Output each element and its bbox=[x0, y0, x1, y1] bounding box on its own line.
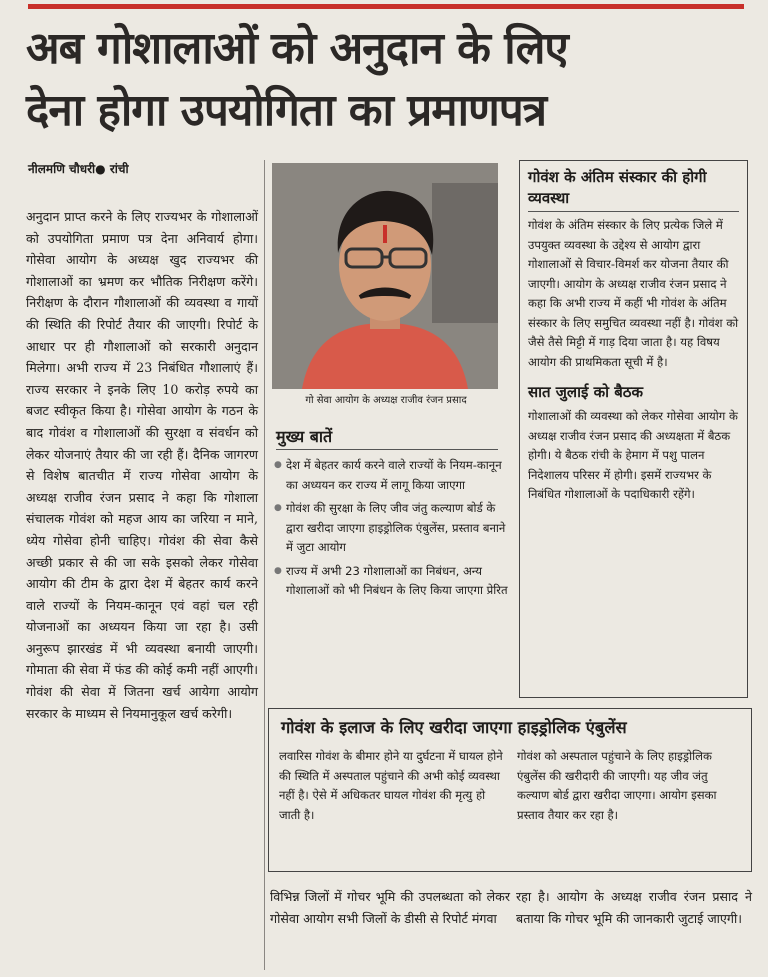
ambulance-text-left: लवारिस गोवंश के बीमार होने या दुर्घटना में घायल होने की स्थिति में अस्पताल पहुंचाने की अभी कोई व्यवस्था नहीं है। ऐसे में अधिकतर घायल गोवंश की मृत्यु हो जाती है। bbox=[279, 749, 503, 822]
photo-caption: गो सेवा आयोग के अध्यक्ष राजीव रंजन प्रसाद bbox=[305, 395, 467, 406]
sidebar-text-meeting: गोशालाओं की व्यवस्था को लेकर गोसेवा आयोग के अध्यक्ष राजीव रंजन प्रसाद की अध्यक्षता में बैठक होगी। ये बैठक रांची के हेमाग में पशु पालन निदेशालय परिसर में होगी। इसमें राज्यभर के निबंधित गोशालाओं के पदाधिकारी रहेंगे। bbox=[528, 409, 738, 501]
top-rule bbox=[28, 4, 744, 9]
portrait-photo bbox=[272, 163, 498, 389]
list-item: ● देश में बेहतर कार्य करने वाले राज्यों के नियम-कानून का अध्ययन कर राज्य में लागू किया जाएगा bbox=[272, 456, 508, 495]
headline-line-2: देना होगा उपयोगिता का प्रमाणपत्र bbox=[26, 85, 547, 136]
list-item: ● गोवंश की सुरक्षा के लिए जीव जंतु कल्याण बोर्ड के द्वारा खरीदा जाएगा हाइड्रोलिक एंबुलेंस, प्रस्ताव बनाने में जुटा आयोग bbox=[272, 499, 508, 558]
headline-line-1: अब गोशालाओं को अनुदान के लिए bbox=[26, 23, 568, 74]
list-item: ● राज्य में अभी 23 गोशालाओं का निबंधन, अन्य गोशालाओं को भी निबंधन के लिए किया जाएगा प्रेरित bbox=[272, 562, 508, 601]
ambulance-text-right: गोवंश को अस्पताल पहुंचाने के लिए हाइड्रोलिक एंबुलेंस की खरीदारी की जाएगी। यह जीव जंतु कल्याण बोर्ड द्वारा खरीदा जाएगा। आयोग इसका प्रस्ताव तैयार कर रहा है। bbox=[517, 749, 717, 822]
key-points-list bbox=[272, 456, 508, 605]
key-points-heading: मुख्य बातें bbox=[276, 425, 498, 450]
main-article-text: अनुदान प्राप्त करने के लिए राज्यभर के गोशालाओं को उपयोगिता प्रमाण पत्र देना अनिवार्य होगा। गोसेवा आयोग के अध्यक्ष खुद राज्यभर की गोशालाओं का भ्रमण कर भौतिक निरीक्षण करेंगे। निरीक्षण के दौरान गौशालाओं की व्यवस्था व गायों की स्थिति की रिपोर्ट तैयार की जाएगी। रिपोर्ट के आधार पर ही गौशालाओं को सरकारी अनुदान मिलेगा। अभी राज्य में 23 निबंधित गौशालाएं हैं। राज्य सरकार ने इनके लिए 10 करोड़ रुपये का बजट स्वीकृत किया है। गोसेवा आयोग के गठन के बाद गोवंश व गोशालाओं की सुरक्षा व संवर्धन को लेकर योजनाएं तैयार की जा रही हैं। दैनिक जागरण से विशेष बातचीत में राज्य गोसेवा आयोग के अध्यक्ष राजीव रंजन प्रसाद ने कहा कि गोशाला संचालक गोवंश को महज आय का जरिया न माने, ध्येय गोसेवा होनी चाहिए। गोवंश की सेवा कैसे अच्छी प्रकार से की जा सके इसको लेकर गोसेवा आयोग की टीम के द्वारा देश में बेहतर कार्य करने वाले राज्यों के नियम-कानून एवं वहां चल रही योजनाओं का अध्ययन किया जा रहा है। उसी अनुरूप झारखंड में भी व्यवस्था बनायी जाएगी। गोमाता की सेवा में फंड की कोई कमी नहीं आएगी। गोवंश की सेवा में जितना खर्च आयेगा आयोग सरकार के माध्यम से नियमानुकूल खर्च करेगी। bbox=[26, 209, 258, 721]
ambulance-heading: गोवंश के इलाज के लिए खरीदा जाएगा हाइड्रोलिक एंबुलेंस bbox=[281, 718, 627, 737]
sidebar-heading-cremation: गोवंश के अंतिम संस्कार की होगी व्यवस्था bbox=[528, 167, 739, 212]
bottom-text-right: रहा है। आयोग के अध्यक्ष राजीव रंजन प्रसाद ने बताया कि गोचर भूमि की जानकारी जुटाई जाएगी। bbox=[516, 889, 752, 926]
byline: नीलमणि चौधरी● रांची bbox=[28, 162, 129, 176]
column-divider bbox=[264, 160, 265, 970]
portrait-illustration bbox=[272, 163, 498, 389]
sidebar-box bbox=[519, 160, 748, 698]
sidebar-heading-meeting: सात जुलाई को बैठक bbox=[528, 383, 643, 401]
bottom-text-left: विभिन्न जिलों में गोचर भूमि की उपलब्धता को लेकर गोसेवा आयोग सभी जिलों के डीसी से रिपोर्ट मंगवा bbox=[270, 889, 510, 926]
sidebar-text-cremation: गोवंश के अंतिम संस्कार के लिए प्रत्येक जिले में उपयुक्त व्यवस्था के उद्देश्य से आयोग द्वारा गोशालाओं से विचार-विमर्श कर योजना तैयार की जाएगी। आयोग के अध्यक्ष राजीव रंजन प्रसाद ने कहा कि अभी राज्य में कहीं भी गोवंश के अंतिम संस्कार के लिए समुचित व्यवस्था नहीं है। गोवंश को जैसे तैसे मिट्टी में गाड़ दिया जाता है। यह विषय आयोग की प्राथमिकता सूची में है। bbox=[528, 218, 739, 369]
ambulance-box bbox=[268, 708, 752, 872]
